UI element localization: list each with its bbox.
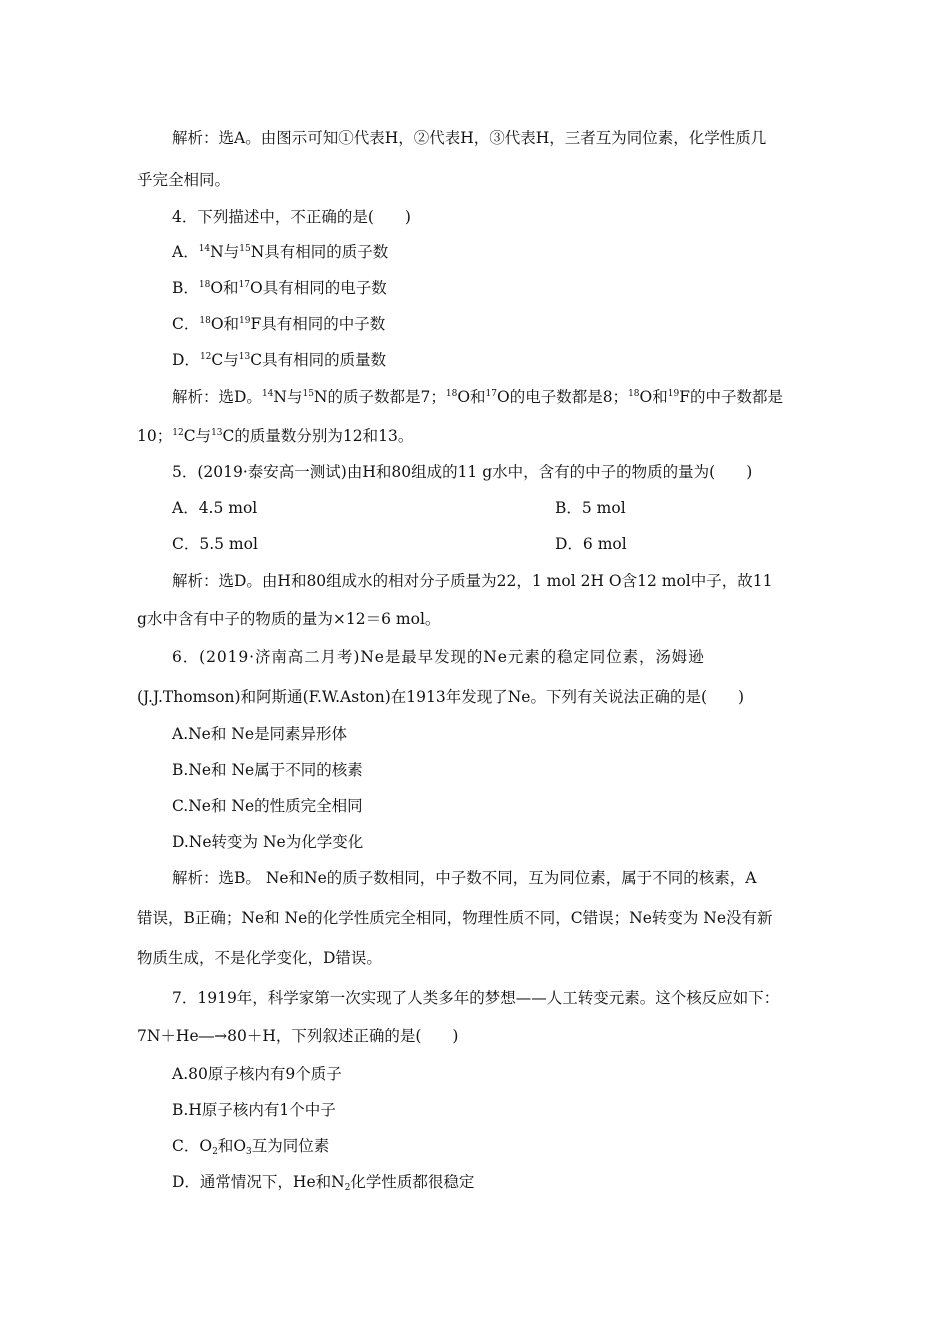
text: F具有相同的中子数 xyxy=(250,315,386,333)
q6-analysis-line-1 xyxy=(172,868,756,888)
text: D． xyxy=(172,351,200,369)
q6-option-a xyxy=(172,724,347,744)
text: O的电子数都是8； xyxy=(496,388,629,406)
q7-option-d xyxy=(172,1172,474,1192)
q6-analysis-line-2 xyxy=(137,908,773,928)
text: O具有相同的电子数 xyxy=(250,279,387,297)
mass-number: 18 xyxy=(628,389,640,399)
question-6-stem-line-2 xyxy=(137,687,744,707)
text: B．5 mol xyxy=(555,499,626,517)
question-6-stem-line-1 xyxy=(172,647,705,667)
question-7-stem-line-1 xyxy=(172,988,779,1008)
subscript: 2 xyxy=(212,1147,218,1157)
text: 互为同位素 xyxy=(251,1137,330,1155)
text: 解析：选A。由图示可知①代表H，②代表H，③代表H，三者互为同位素，化学性质几 xyxy=(172,129,767,147)
text: O和 xyxy=(639,388,668,406)
text: O和 xyxy=(210,279,239,297)
text: 5．(2019·泰安高一测试)由H和80组成的11 g水中，含有的中子的物质的量为( ) xyxy=(172,463,753,481)
q7-option-b xyxy=(172,1100,336,1120)
text: A．4.5 mol xyxy=(172,499,258,517)
text: 和O xyxy=(217,1137,247,1155)
q4-option-d xyxy=(172,350,386,370)
text: 4．下列描述中，不正确的是( ) xyxy=(172,208,411,226)
text: C的质量数分别为12和13。 xyxy=(222,427,414,445)
text: 解析：选B。 Ne和Ne的质子数相同，中子数不同，互为同位素，属于不同的核素，A xyxy=(172,869,757,887)
analysis-line xyxy=(137,170,230,190)
q4-analysis-line-1 xyxy=(172,387,783,407)
mass-number: 19 xyxy=(667,389,680,399)
text: 错误，B正确；Ne和 Ne的化学性质完全相同，物理性质不同，C错误；Ne转变为 Ne没有新 xyxy=(137,909,773,927)
q5-analysis-line-2 xyxy=(137,609,440,629)
mass-number: 18 xyxy=(198,280,211,290)
text: A． xyxy=(172,243,199,261)
q7-option-a xyxy=(172,1064,342,1084)
text: B.Ne和 Ne属于不同的核素 xyxy=(172,761,363,779)
text: C具有相同的质量数 xyxy=(250,351,387,369)
text: 7N＋He―→80＋H，下列叙述正确的是( ) xyxy=(137,1027,459,1045)
q4-option-b xyxy=(172,278,387,298)
mass-number: 13 xyxy=(211,428,223,438)
text: C．5.5 mol xyxy=(172,535,258,553)
text: D.Ne转变为 Ne为化学变化 xyxy=(172,833,364,851)
q4-analysis-line-2 xyxy=(137,426,413,446)
text: O和 xyxy=(210,315,240,333)
q5-option-a xyxy=(172,498,257,518)
q6-option-c xyxy=(172,796,363,816)
analysis-line xyxy=(172,128,766,148)
text: 10； xyxy=(137,427,173,445)
q4-option-c xyxy=(172,314,385,334)
mass-number: 12 xyxy=(172,428,184,438)
text: 7．1919年，科学家第一次实现了人类多年的梦想——人工转变元素。这个核反应如下： xyxy=(172,989,780,1007)
text: (J.J.Thomson)和阿斯通(F.W.Aston)在1913年发现了Ne。下列有关说法正确的是( ) xyxy=(137,688,745,706)
mass-number: 13 xyxy=(238,352,251,362)
text: 解析：选D。 xyxy=(172,388,262,406)
text: C与 xyxy=(211,351,239,369)
mass-number: 12 xyxy=(199,352,212,362)
text: D．6 mol xyxy=(555,535,627,553)
question-5-stem xyxy=(172,462,752,482)
question-4-stem xyxy=(172,207,411,227)
text: D．通常情况下，He和N xyxy=(172,1173,345,1191)
mass-number: 14 xyxy=(261,389,274,399)
text: g水中含有中子的物质的量为×12＝6 mol。 xyxy=(137,610,441,628)
mass-number: 18 xyxy=(445,389,458,399)
text: N与 xyxy=(273,388,303,406)
mass-number: 14 xyxy=(198,244,211,254)
question-7-stem-line-2 xyxy=(137,1026,458,1046)
text: C．O xyxy=(172,1137,213,1155)
q5-option-d xyxy=(555,534,627,554)
q6-option-d xyxy=(172,832,363,852)
text: 化学性质都很稳定 xyxy=(350,1173,475,1191)
text: C． xyxy=(172,315,200,333)
text: A.80原子核内有9个质子 xyxy=(172,1065,342,1083)
mass-number: 17 xyxy=(238,280,251,290)
text: N与 xyxy=(210,243,240,261)
mass-number: 15 xyxy=(239,244,251,254)
q5-option-c xyxy=(172,534,258,554)
text: B.H原子核内有1个中子 xyxy=(172,1101,336,1119)
text: F的中子数都是 xyxy=(679,388,783,406)
text: B． xyxy=(172,279,199,297)
text: N的质子数都是7； xyxy=(313,388,446,406)
mass-number: 18 xyxy=(199,316,211,326)
subscript: 3 xyxy=(246,1147,252,1157)
text: 6．(2019·济南高二月考)Ne是最早发现的Ne元素的稳定同位素，汤姆逊 xyxy=(172,648,705,666)
q6-option-b xyxy=(172,760,363,780)
mass-number: 15 xyxy=(302,389,314,399)
text: O和 xyxy=(457,388,486,406)
q6-analysis-line-3 xyxy=(137,948,382,968)
mass-number: 17 xyxy=(485,389,497,399)
q4-option-a xyxy=(172,242,388,262)
text: C.Ne和 Ne的性质完全相同 xyxy=(172,797,363,815)
text: N具有相同的质子数 xyxy=(250,243,389,261)
q5-analysis-line-1 xyxy=(172,571,772,591)
q7-option-c xyxy=(172,1136,329,1156)
text: C与 xyxy=(183,427,212,445)
q5-option-b xyxy=(555,498,626,518)
text: 解析：选D。由H和80组成水的相对分子质量为22，1 mol 2H O含12 mol中子，故11 xyxy=(172,572,773,590)
mass-number: 19 xyxy=(239,316,251,326)
text: 物质生成，不是化学变化，D错误。 xyxy=(137,949,382,967)
text: A.Ne和 Ne是同素异形体 xyxy=(172,725,348,743)
text: 乎完全相同。 xyxy=(137,171,231,189)
subscript: 2 xyxy=(344,1183,351,1193)
